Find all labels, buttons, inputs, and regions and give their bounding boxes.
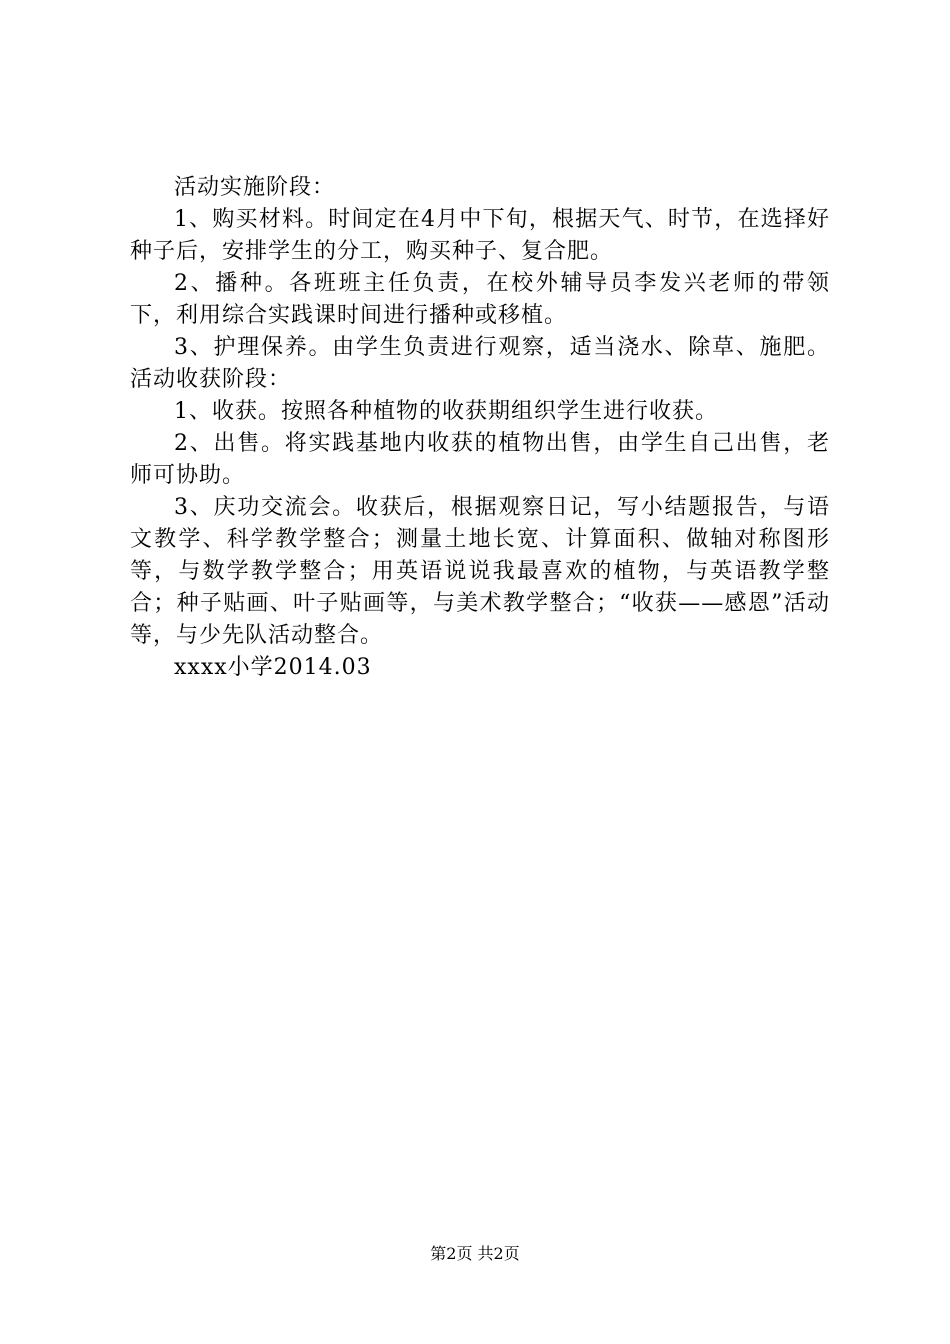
paragraph-sale: 2、出售。将实践基地内收获的植物出售，由学生自己出售，老师可协助。 — [130, 431, 830, 488]
paragraph-sowing: 2、播种。各班班主任负责，在校外辅导员李发兴老师的带领下，利用综合实践课时间进行播种或移植。 — [130, 271, 830, 328]
paragraph-care: 3、护理保养。由学生负责进行观察，适当浇水、除草、施肥。活动收获阶段： — [130, 335, 830, 392]
paragraph-harvest: 1、收获。按照各种植物的收获期组织学生进行收获。 — [174, 399, 718, 424]
document-body — [130, 172, 830, 684]
paragraph-buy-materials: 1、购买材料。时间定在4月中下旬，根据天气、时节，在选择好种子后，安排学生的分工，购买种子、复合肥。 — [130, 207, 830, 264]
page-number-footer: 第2页 共2页 — [430, 1244, 520, 1263]
signature-line: xxxx小学2014.03 — [174, 655, 372, 680]
section-heading-implementation: 活动实施阶段： — [174, 175, 336, 200]
paragraph-celebration: 3、庆功交流会。收获后，根据观察日记，写小结题报告，与语文教学、科学教学整合；测量土地长宽、计算面积、做轴对称图形等，与数学教学整合；用英语说说我最喜欢的植物，与英语教学整合；种子贴画、叶子贴画等，与美术教学整合；“收获——感恩”活动等，与少先队活动整合。 — [130, 495, 830, 648]
